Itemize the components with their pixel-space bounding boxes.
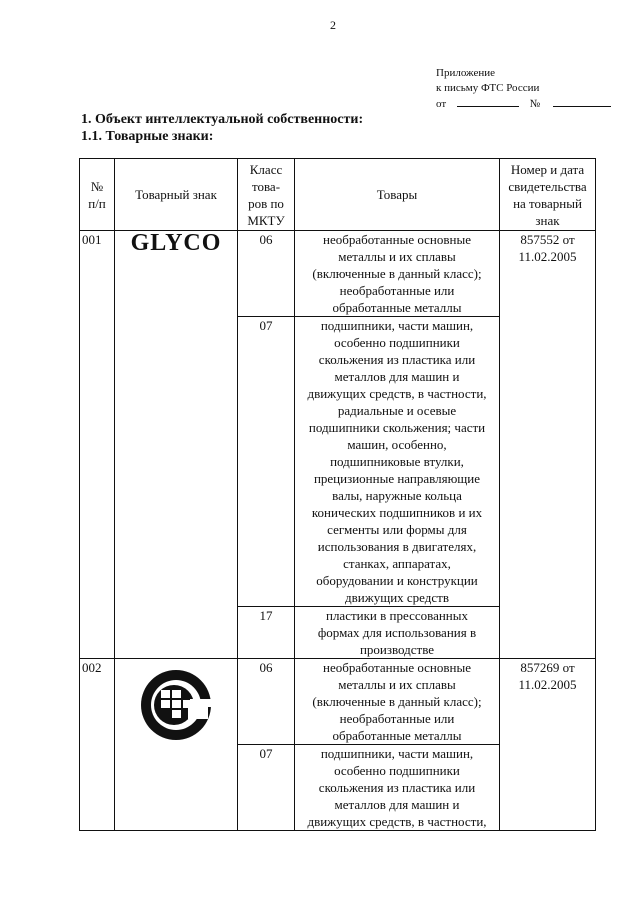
trademark-cell: [115, 231, 238, 659]
goods-line: обработанные металлы: [332, 728, 462, 743]
subsection-heading: 1.1. Товарные знаки:: [81, 129, 214, 144]
trademark-table: [79, 158, 596, 831]
goods-line: движущих средств: [345, 590, 449, 605]
goods-line: (включенные в данный класс);: [312, 266, 482, 281]
registration-line: 11.02.2005: [518, 677, 577, 692]
goods-description: [295, 317, 500, 607]
header-num: № п/п: [80, 159, 115, 231]
goods-description: [295, 745, 500, 831]
goods-line: необработанные или: [339, 711, 455, 726]
header-registration: Номер и дата свидетельства на товарный знак: [500, 159, 596, 231]
goods-line: особенно подшипники: [334, 763, 460, 778]
goods-description: [295, 659, 500, 745]
row-number: 002: [80, 659, 115, 831]
trademark-wordmark: GLYCO: [130, 230, 222, 256]
date-blank: [457, 96, 519, 107]
goods-line: скольжения из пластика или: [318, 352, 476, 367]
appendix-date-number: [436, 96, 611, 112]
goods-line: использования в двигателях,: [317, 539, 477, 554]
goods-line: необработанные основные: [323, 660, 471, 675]
class-code: 07: [238, 317, 295, 607]
goods-line: сегменты или формы для: [327, 522, 467, 537]
goods-line: необработанные или: [339, 283, 455, 298]
goods-line: станках, аппаратах,: [343, 556, 451, 571]
goods-line: металлов для машин и: [334, 797, 460, 812]
glyco-ring-logo-icon: [130, 665, 222, 745]
goods-line: (включенные в данный класс);: [312, 694, 482, 709]
goods-line: машин, особенно,: [347, 437, 447, 452]
goods-line: металлы и их сплавы: [338, 249, 456, 264]
registration-cell: [500, 659, 596, 831]
class-code: 06: [238, 231, 295, 317]
goods-line: необработанные основные: [323, 232, 471, 247]
registration-line: 857269 от: [520, 660, 575, 675]
registration-line: 857552 от: [520, 232, 575, 247]
goods-line: производстве: [359, 642, 435, 657]
header-trademark: Товарный знак: [115, 159, 238, 231]
number-blank: [553, 96, 611, 107]
table-header-row: [80, 159, 596, 231]
appendix-letter: к письму ФТС России: [436, 82, 540, 94]
goods-line: валы, наружные кольца: [332, 488, 462, 503]
goods-line: оборудовании и конструкции: [316, 573, 478, 588]
goods-line: обработанные металлы: [332, 300, 462, 315]
class-code: 06: [238, 659, 295, 745]
goods-line: особенно подшипники: [334, 335, 460, 350]
date-label: от: [436, 98, 447, 110]
goods-line: конических подшипников и их: [311, 505, 483, 520]
goods-line: движущих средств, в частности,: [307, 386, 487, 401]
page-number: 2: [330, 18, 336, 32]
section-heading: 1. Объект интеллектуальной собственности:: [81, 112, 364, 127]
class-code: 17: [238, 607, 295, 659]
class-code: 07: [238, 745, 295, 831]
goods-line: подшипниковые втулки,: [330, 454, 464, 469]
goods-line: пластики в прессованных: [325, 608, 468, 623]
goods-line: прецизионные направляющие: [313, 471, 481, 486]
goods-line: скольжения из пластика или: [318, 780, 476, 795]
number-label: №: [529, 98, 541, 110]
appendix-title: Приложение: [436, 67, 496, 79]
trademark-logo: [115, 659, 237, 749]
table-row: [80, 231, 596, 317]
row-number: 001: [80, 231, 115, 659]
trademark-cell: [115, 659, 238, 831]
registration-line: 11.02.2005: [518, 249, 577, 264]
goods-line: металлы и их сплавы: [338, 677, 456, 692]
goods-line: подшипники, части машин,: [320, 318, 474, 333]
registration-cell: [500, 231, 596, 659]
goods-description: [295, 607, 500, 659]
goods-line: формах для использования в: [317, 625, 477, 640]
header-class: Класс това- ров по МКТУ: [238, 159, 295, 231]
goods-line: подшипники, части машин,: [320, 746, 474, 761]
appendix-block: [436, 66, 611, 112]
table-row: [80, 659, 596, 745]
goods-line: подшипники скольжения; части: [308, 420, 486, 435]
goods-line: металлов для машин и: [334, 369, 460, 384]
goods-description: [295, 231, 500, 317]
goods-line: движущих средств, в частности,: [307, 814, 487, 829]
header-goods: Товары: [295, 159, 500, 231]
goods-line: радиальные и осевые: [337, 403, 457, 418]
